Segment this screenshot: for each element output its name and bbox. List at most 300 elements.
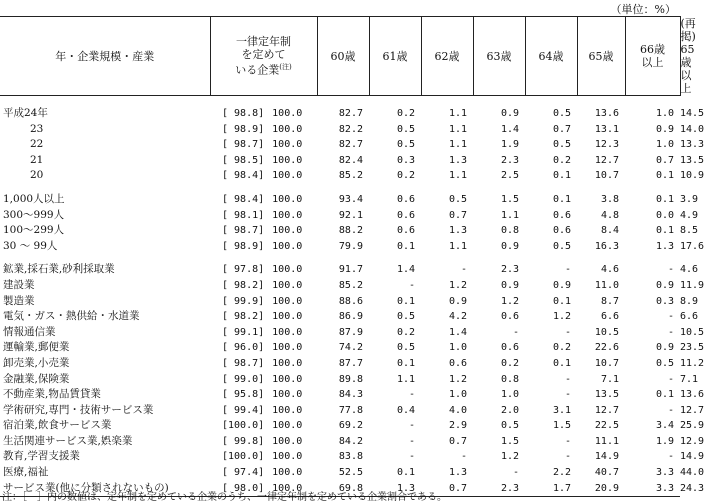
value-cell: 0.1 bbox=[552, 170, 571, 182]
value-cell: 22.5 bbox=[594, 420, 619, 432]
value-cell: 77.8 bbox=[338, 404, 363, 416]
uniform-rate-bracket: [ 97.4] bbox=[222, 467, 265, 479]
uniform-rate-bracket: [100.0] bbox=[222, 420, 265, 432]
value-cell: 0.6 bbox=[500, 342, 519, 354]
value-cell: 0.5 bbox=[655, 357, 674, 369]
value-cell: 82.4 bbox=[338, 154, 363, 166]
uniform-rate-cell bbox=[210, 434, 317, 450]
table-row: 23 [ 98.9] 100.0 82.2 0.5 1.1 1.4 0.7 13.1 0.9 14.0 bbox=[0, 122, 680, 138]
uniform-rate-bracket: [ 98.9] bbox=[222, 123, 265, 135]
table-row: 鉱業,採石業,砂利採取業 [ 97.8] 100.0 91.7 1.4 - 2.3 - 4.6 - 4.6 bbox=[0, 262, 680, 278]
value-cell: 2.5 bbox=[500, 170, 519, 182]
value-cell: 0.2 bbox=[396, 108, 415, 119]
value-cell: 0.6 bbox=[448, 357, 467, 369]
table-row: 20 [ 98.4] 100.0 85.2 0.2 1.1 2.5 0.1 10.7 0.1 10.9 bbox=[0, 168, 680, 184]
value-cell: - bbox=[667, 311, 674, 323]
value-cell: - bbox=[408, 389, 415, 401]
table-row: 22 [ 98.7] 100.0 82.7 0.5 1.1 1.9 0.5 12.3 1.0 13.3 bbox=[0, 137, 680, 153]
value-cell: 0.1 bbox=[552, 295, 571, 307]
table-row: 不動産業,物品賃貸業 [ 95.8] 100.0 84.3 - 1.0 1.0 - 13.5 0.1 13.6 bbox=[0, 387, 680, 403]
value-cell: 0.1 bbox=[655, 225, 674, 237]
table-row: 金融業,保険業 [ 99.0] 100.0 89.8 1.1 1.2 0.8 - 7.1 - 7.1 bbox=[0, 372, 680, 388]
uniform-rate-bracket: [ 98.7] bbox=[222, 357, 265, 369]
value-cell: 22.6 bbox=[594, 342, 619, 354]
value-cell: 2.3 bbox=[500, 154, 519, 166]
uniform-rate-bracket: [ 99.1] bbox=[222, 326, 265, 338]
value-cell: 1.9 bbox=[655, 435, 674, 447]
uniform-rate-bracket: [ 98.7] bbox=[222, 225, 265, 237]
table-row: 1,000人以上 [ 98.4] 100.0 93.4 0.6 0.5 1.5 0.1 3.8 0.1 3.9 bbox=[0, 192, 680, 208]
value-cell: 3.8 bbox=[600, 193, 619, 205]
value-cell: 12.7 bbox=[594, 404, 619, 416]
value-cell: 0.1 bbox=[552, 193, 571, 205]
header-age-63: 63歳 bbox=[473, 17, 525, 96]
value-cell: 1.0 bbox=[655, 108, 674, 119]
value-cell: 52.5 bbox=[338, 467, 363, 479]
uniform-rate-total: 100.0 bbox=[272, 451, 303, 463]
spacer-row bbox=[0, 96, 680, 107]
header-age-61: 61歳 bbox=[369, 17, 421, 96]
value-cell: 1.9 bbox=[500, 139, 519, 151]
value-cell: 13.1 bbox=[594, 123, 619, 135]
value-cell: 0.9 bbox=[448, 295, 467, 307]
row-label: 学術研究,専門・技術サービス業 bbox=[3, 403, 154, 416]
value-cell: 1.1 bbox=[448, 139, 467, 151]
value-cell: 1.0 bbox=[655, 139, 674, 151]
value-cell: 0.1 bbox=[396, 240, 415, 252]
table-row: 300～999人 [ 98.1] 100.0 92.1 0.6 0.7 1.1 0.6 4.8 0.0 4.9 bbox=[0, 208, 680, 224]
value-cell: - bbox=[512, 326, 519, 338]
uniform-rate-total: 100.0 bbox=[272, 193, 303, 205]
value-cell: 0.5 bbox=[396, 123, 415, 135]
uniform-rate-total: 100.0 bbox=[272, 311, 303, 323]
spacer-row bbox=[0, 184, 680, 192]
uniform-rate-cell bbox=[210, 106, 317, 122]
uniform-rate-bracket: [ 99.0] bbox=[222, 373, 265, 385]
row-label: 1,000人以上 bbox=[3, 192, 65, 205]
value-cell: 1.3 bbox=[369, 481, 421, 497]
value-cell: 4.8 bbox=[600, 209, 619, 221]
uniform-rate-bracket: [ 98.2] bbox=[222, 279, 265, 291]
row-label: 不動産業,物品賃貸業 bbox=[3, 388, 101, 401]
uniform-rate-bracket: [ 96.0] bbox=[222, 342, 265, 354]
value-cell: 0.8 bbox=[500, 373, 519, 385]
table-row: 平成24年 [ 98.8] 100.0 82.7 0.2 1.1 0.9 0.5 13.6 1.0 14.5 bbox=[0, 106, 680, 122]
header-age-62: 62歳 bbox=[421, 17, 473, 96]
value-cell: - bbox=[564, 326, 571, 338]
value-cell: 1.5 bbox=[500, 435, 519, 447]
row-label: サービス業(他に分類されないもの) bbox=[0, 481, 210, 497]
uniform-rate-total: 100.0 bbox=[272, 279, 303, 291]
uniform-rate-cell bbox=[210, 418, 317, 434]
value-cell: 4.0 bbox=[448, 404, 467, 416]
uniform-rate-cell bbox=[210, 153, 317, 169]
table-body bbox=[0, 96, 704, 497]
value-cell: 0.6 bbox=[396, 225, 415, 237]
value-cell: 69.8 bbox=[317, 481, 369, 497]
value-cell: 69.2 bbox=[338, 420, 363, 432]
uniform-rate-cell bbox=[210, 403, 317, 419]
uniform-rate-cell bbox=[210, 325, 317, 341]
value-cell: 1.4 bbox=[448, 326, 467, 338]
uniform-rate-bracket: [ 98.4] bbox=[222, 170, 265, 182]
value-cell: 3.3 bbox=[655, 467, 674, 479]
uniform-rate-total: 100.0 bbox=[272, 435, 303, 447]
value-cell: 1.0 bbox=[500, 389, 519, 401]
value-cell: 86.9 bbox=[338, 311, 363, 323]
value-cell: 1.0 bbox=[448, 342, 467, 354]
uniform-rate-cell bbox=[210, 239, 317, 255]
uniform-rate-total: 100.0 bbox=[272, 139, 303, 151]
uniform-rate-total: 100.0 bbox=[272, 108, 303, 119]
value-cell: 0.1 bbox=[396, 467, 415, 479]
table-row: 情報通信業 [ 99.1] 100.0 87.9 0.2 1.4 - - 10.5 - 10.5 bbox=[0, 325, 680, 341]
value-cell: 0.3 bbox=[396, 154, 415, 166]
value-cell: 1.1 bbox=[500, 209, 519, 221]
value-cell: 1.2 bbox=[552, 311, 571, 323]
row-label: 金融業,保険業 bbox=[3, 372, 70, 385]
value-cell: 12.3 bbox=[594, 139, 619, 151]
value-cell: 84.2 bbox=[338, 435, 363, 447]
value-cell: 1.3 bbox=[655, 240, 674, 252]
value-cell: 0.4 bbox=[396, 404, 415, 416]
value-cell: 1.4 bbox=[500, 123, 519, 135]
row-label: 卸売業,小売業 bbox=[3, 356, 70, 369]
uniform-rate-cell bbox=[210, 262, 317, 278]
value-cell: 0.2 bbox=[552, 342, 571, 354]
value-cell: 0.2 bbox=[396, 326, 415, 338]
value-cell: 83.8 bbox=[338, 451, 363, 463]
value-cell: 2.2 bbox=[552, 467, 571, 479]
footnote: 注：［ ］内の数値は、定年制を定めている企業のうち、一律定年制を定めている企業割合である。 bbox=[2, 492, 447, 503]
value-cell: 82.2 bbox=[338, 123, 363, 135]
uniform-rate-total: 100.0 bbox=[272, 170, 303, 182]
value-cell: 1.2 bbox=[448, 373, 467, 385]
value-cell: 3.3 bbox=[625, 481, 680, 497]
header-age-65: 65歳 bbox=[577, 17, 625, 96]
row-label: 23 bbox=[30, 122, 44, 135]
table-row: 学術研究,専門・技術サービス業 [ 99.4] 100.0 77.8 0.4 4.0 2.0 3.1 12.7 - 12.7 bbox=[0, 403, 680, 419]
value-cell: 0.6 bbox=[396, 193, 415, 205]
uniform-rate-cell bbox=[210, 465, 317, 481]
row-label: 鉱業,採石業,砂利採取業 bbox=[3, 263, 115, 276]
value-cell: - bbox=[408, 420, 415, 432]
table-row: 卸売業,小売業 [ 98.7] 100.0 87.7 0.1 0.6 0.2 0.1 10.7 0.5 11.2 bbox=[0, 356, 680, 372]
value-cell: 82.7 bbox=[338, 139, 363, 151]
value-cell: 1.3 bbox=[448, 225, 467, 237]
table-row: 宿泊業,飲食サービス業 [100.0] 100.0 69.2 - 2.9 0.5 1.5 22.5 3.4 25.9 bbox=[0, 418, 680, 434]
value-cell: 0.1 bbox=[396, 295, 415, 307]
value-cell: 0.9 bbox=[500, 279, 519, 291]
row-label: 教育,学習支援業 bbox=[3, 450, 80, 463]
uniform-rate-total: 100.0 bbox=[272, 373, 303, 385]
header-age-64: 64歳 bbox=[525, 17, 577, 96]
header-uniform-retirement: 一律定年制 を定めて いる企業$^{(注)}$ bbox=[210, 17, 317, 96]
value-cell: 0.9 bbox=[655, 123, 674, 135]
value-cell: 0.5 bbox=[500, 420, 519, 432]
value-cell: - bbox=[667, 404, 674, 416]
row-label: 電気・ガス・熱供給・水道業 bbox=[3, 310, 140, 323]
value-cell: 0.9 bbox=[500, 240, 519, 252]
value-cell: 1.5 bbox=[500, 193, 519, 205]
uniform-rate-cell bbox=[210, 122, 317, 138]
table-row: 21 [ 98.5] 100.0 82.4 0.3 1.3 2.3 0.2 12.7 0.7 13.5 bbox=[0, 153, 680, 169]
uniform-rate-cell bbox=[210, 294, 317, 310]
value-cell: 0.7 bbox=[448, 209, 467, 221]
value-cell: 0.9 bbox=[655, 279, 674, 291]
uniform-rate-bracket: [ 98.8] bbox=[222, 108, 265, 119]
value-cell: 0.5 bbox=[552, 240, 571, 252]
value-cell: - bbox=[667, 451, 674, 463]
value-cell: 82.7 bbox=[338, 108, 363, 119]
value-cell: 84.3 bbox=[338, 389, 363, 401]
value-cell: 85.2 bbox=[338, 170, 363, 182]
header-age-60: 60歳 bbox=[317, 17, 369, 96]
value-cell: 85.2 bbox=[338, 279, 363, 291]
value-cell: - bbox=[460, 451, 467, 463]
value-cell: 11.0 bbox=[594, 279, 619, 291]
table-row: サービス業(他に分類されないもの) [ 98.0] 100.0 69.8 1.3 0.7 2.3 1.7 20.9 3.3 24.3 bbox=[0, 481, 680, 497]
uniform-rate-total: 100.0 bbox=[272, 225, 303, 237]
value-cell: 74.2 bbox=[338, 342, 363, 354]
value-cell: 0.5 bbox=[552, 139, 571, 151]
spacer-row bbox=[0, 254, 680, 262]
value-cell: 0.9 bbox=[552, 279, 571, 291]
value-cell: - bbox=[564, 435, 571, 447]
row-label: 30 ～ 99人 bbox=[3, 239, 58, 252]
value-cell: 10.7 bbox=[594, 170, 619, 182]
value-cell: 0.3 bbox=[655, 295, 674, 307]
value-cell: 10.5 bbox=[594, 326, 619, 338]
value-cell: 40.7 bbox=[594, 467, 619, 479]
uniform-rate-total: 100.0 bbox=[272, 154, 303, 166]
table-row: 建設業 [ 98.2] 100.0 85.2 - 1.2 0.9 0.9 11.0 0.9 11.9 bbox=[0, 278, 680, 294]
value-cell: 0.2 bbox=[396, 170, 415, 182]
table-row: 医療,福祉 [ 97.4] 100.0 52.5 0.1 1.3 - 2.2 40.7 3.3 44.0 bbox=[0, 465, 680, 481]
value-cell: 0.1 bbox=[655, 170, 674, 182]
value-cell: 87.7 bbox=[338, 357, 363, 369]
value-cell: 1.2 bbox=[500, 295, 519, 307]
row-label: 平成24年 bbox=[3, 107, 48, 119]
uniform-rate-cell bbox=[210, 192, 317, 208]
value-cell: 92.1 bbox=[338, 209, 363, 221]
value-cell: 14.9 bbox=[594, 451, 619, 463]
value-cell: 0.2 bbox=[500, 357, 519, 369]
value-cell: 87.9 bbox=[338, 326, 363, 338]
value-cell: 0.2 bbox=[552, 154, 571, 166]
header-row: 年・企業規模・産業 一律定年制 を定めて いる企業$^{(注)}$ 60歳 61歳 62歳 63歳 64歳 65歳 66歳 以上 (再掲) 65歳 以上 bbox=[0, 17, 680, 96]
row-label: 22 bbox=[30, 138, 44, 151]
value-cell: 91.7 bbox=[338, 264, 363, 276]
value-cell: 10.7 bbox=[594, 357, 619, 369]
uniform-rate-total: 100.0 bbox=[272, 357, 303, 369]
value-cell: 0.1 bbox=[655, 389, 674, 401]
uniform-rate-total: 100.0 bbox=[272, 404, 303, 416]
value-cell: - bbox=[460, 264, 467, 276]
value-cell: 0.1 bbox=[655, 193, 674, 205]
value-cell: 1.1 bbox=[448, 170, 467, 182]
value-cell: 1.3 bbox=[448, 467, 467, 479]
value-cell: 88.6 bbox=[338, 295, 363, 307]
value-cell: 1.2 bbox=[448, 279, 467, 291]
value-cell: 0.8 bbox=[500, 225, 519, 237]
uniform-rate-cell bbox=[210, 356, 317, 372]
value-cell: 0.5 bbox=[396, 342, 415, 354]
row-label: 宿泊業,飲食サービス業 bbox=[3, 419, 112, 432]
value-cell: - bbox=[408, 279, 415, 291]
uniform-rate-bracket: [ 98.4] bbox=[222, 193, 265, 205]
value-cell: 2.0 bbox=[500, 404, 519, 416]
value-cell: 79.9 bbox=[338, 240, 363, 252]
value-cell: 8.7 bbox=[600, 295, 619, 307]
value-cell: 0.6 bbox=[396, 209, 415, 221]
uniform-rate-total: 100.0 bbox=[272, 264, 303, 276]
value-cell: 0.7 bbox=[552, 123, 571, 135]
row-label: 建設業 bbox=[3, 278, 35, 291]
value-cell: 0.7 bbox=[448, 435, 467, 447]
uniform-rate-bracket: [100.0] bbox=[222, 451, 265, 463]
uniform-rate-bracket: [ 99.4] bbox=[222, 404, 265, 416]
table-row: 電気・ガス・熱供給・水道業 [ 98.2] 100.0 86.9 0.5 4.2 0.6 1.2 6.6 - 6.6 bbox=[0, 309, 680, 325]
value-cell: - bbox=[408, 435, 415, 447]
uniform-rate-total: 100.0 bbox=[272, 123, 303, 135]
value-cell: 0.1 bbox=[396, 357, 415, 369]
value-cell: 0.9 bbox=[500, 108, 519, 119]
value-cell: 1.7 bbox=[525, 481, 577, 497]
uniform-rate-total: 100.0 bbox=[272, 326, 303, 338]
value-cell: - bbox=[564, 389, 571, 401]
table-row: 生活関連サービス業,娯楽業 [ 99.8] 100.0 84.2 - 0.7 1.5 - 11.1 1.9 12.9 bbox=[0, 434, 680, 450]
value-cell: 93.4 bbox=[338, 193, 363, 205]
value-cell: 7.1 bbox=[600, 373, 619, 385]
uniform-rate-bracket: [ 98.5] bbox=[222, 154, 265, 166]
value-cell: 0.0 bbox=[655, 209, 674, 221]
row-label: 生活関連サービス業,娯楽業 bbox=[3, 434, 133, 447]
table-row: 教育,学習支援業 [100.0] 100.0 83.8 - - 1.2 - 14.9 - 14.9 bbox=[0, 449, 680, 465]
uniform-rate-bracket: [ 99.8] bbox=[222, 435, 265, 447]
uniform-rate-bracket: [ 98.2] bbox=[222, 311, 265, 323]
value-cell: 0.5 bbox=[396, 311, 415, 323]
value-cell: 0.6 bbox=[552, 225, 571, 237]
value-cell: 0.5 bbox=[552, 108, 571, 119]
value-cell: 0.9 bbox=[655, 342, 674, 354]
value-cell: - bbox=[667, 326, 674, 338]
value-cell: 1.5 bbox=[552, 420, 571, 432]
uniform-rate-cell bbox=[210, 340, 317, 356]
uniform-rate-bracket: [ 99.9] bbox=[222, 295, 265, 307]
value-cell: - bbox=[564, 373, 571, 385]
row-label: 300～999人 bbox=[3, 208, 65, 221]
value-cell: 0.7 bbox=[421, 481, 473, 497]
value-cell: 1.1 bbox=[448, 123, 467, 135]
value-cell: 0.6 bbox=[500, 311, 519, 323]
retirement-age-table bbox=[0, 16, 704, 497]
value-cell: 1.1 bbox=[448, 108, 467, 119]
value-cell: 1.3 bbox=[448, 154, 467, 166]
table-row: 製造業 [ 99.9] 100.0 88.6 0.1 0.9 1.2 0.1 8.7 0.3 8.9 bbox=[0, 294, 680, 310]
value-cell: 12.7 bbox=[594, 154, 619, 166]
row-label: 医療,福祉 bbox=[3, 466, 49, 479]
uniform-rate-total: 100.0 bbox=[272, 389, 303, 401]
value-cell: 20.9 bbox=[577, 481, 625, 497]
value-cell: - bbox=[667, 264, 674, 276]
value-cell: 1.2 bbox=[500, 451, 519, 463]
value-cell: - bbox=[564, 264, 571, 276]
value-cell: 2.3 bbox=[500, 264, 519, 276]
value-cell: 13.5 bbox=[594, 389, 619, 401]
value-cell: 1.4 bbox=[396, 264, 415, 276]
row-label: 20 bbox=[30, 169, 44, 182]
value-cell: - bbox=[564, 451, 571, 463]
value-cell: 3.1 bbox=[552, 404, 571, 416]
value-cell: 16.3 bbox=[594, 240, 619, 252]
row-label: 運輸業,郵便業 bbox=[3, 341, 70, 354]
uniform-rate-total: 100.0 bbox=[272, 482, 303, 494]
uniform-rate-total: 100.0 bbox=[272, 342, 303, 354]
uniform-rate-cell bbox=[210, 223, 317, 239]
header-age-66-plus: 66歳 以上 bbox=[625, 17, 680, 96]
value-cell: 0.6 bbox=[552, 209, 571, 221]
uniform-rate-total: 100.0 bbox=[272, 240, 303, 252]
uniform-rate-bracket: [ 95.8] bbox=[222, 389, 265, 401]
uniform-rate-cell bbox=[210, 137, 317, 153]
row-label: 製造業 bbox=[3, 294, 35, 307]
uniform-rate-total: 100.0 bbox=[272, 295, 303, 307]
value-cell: 1.1 bbox=[448, 240, 467, 252]
uniform-rate-cell bbox=[210, 449, 317, 465]
value-cell: 3.4 bbox=[655, 420, 674, 432]
uniform-rate-total: 100.0 bbox=[272, 209, 303, 221]
uniform-rate-cell bbox=[210, 387, 317, 403]
uniform-rate-cell bbox=[210, 372, 317, 388]
value-cell: 2.3 bbox=[473, 481, 525, 497]
row-label: 21 bbox=[30, 153, 44, 166]
uniform-rate-cell bbox=[210, 309, 317, 325]
value-cell: 13.6 bbox=[594, 108, 619, 119]
uniform-rate-bracket: [ 98.1] bbox=[222, 209, 265, 221]
uniform-rate-cell bbox=[210, 168, 317, 184]
uniform-rate-bracket: [ 97.8] bbox=[222, 264, 265, 276]
row-label: 100～299人 bbox=[3, 224, 65, 237]
value-cell: 0.5 bbox=[396, 139, 415, 151]
value-cell: 0.5 bbox=[448, 193, 467, 205]
value-cell: 4.2 bbox=[448, 311, 467, 323]
value-cell: 1.1 bbox=[396, 373, 415, 385]
value-cell: 88.2 bbox=[338, 225, 363, 237]
value-cell: - bbox=[408, 451, 415, 463]
table-row: 運輸業,郵便業 [ 96.0] 100.0 74.2 0.5 1.0 0.6 0.2 22.6 0.9 23.5 bbox=[0, 340, 680, 356]
value-cell: - bbox=[512, 467, 519, 479]
uniform-rate-bracket: [ 98.7] bbox=[222, 139, 265, 151]
value-cell: 8.4 bbox=[600, 225, 619, 237]
value-cell: 0.1 bbox=[552, 357, 571, 369]
uniform-rate-cell bbox=[210, 278, 317, 294]
uniform-rate-bracket: [ 98.0] bbox=[222, 482, 265, 494]
uniform-rate-bracket: [ 98.9] bbox=[222, 240, 265, 252]
unit-label: （単位：%） bbox=[610, 3, 676, 16]
value-cell: 6.6 bbox=[600, 311, 619, 323]
uniform-rate-total: 100.0 bbox=[272, 467, 303, 479]
table-row: 30 ～ 99人 [ 98.9] 100.0 79.9 0.1 1.1 0.9 0.5 16.3 1.3 17.6 bbox=[0, 239, 680, 255]
value-cell: 4.6 bbox=[600, 264, 619, 276]
value-cell: 89.8 bbox=[338, 373, 363, 385]
value-cell: - bbox=[667, 373, 674, 385]
header-category: 年・企業規模・産業 bbox=[0, 17, 210, 96]
row-label: 情報通信業 bbox=[3, 325, 56, 338]
uniform-rate-total: 100.0 bbox=[272, 420, 303, 432]
value-cell: 1.0 bbox=[448, 389, 467, 401]
value-cell: 11.1 bbox=[594, 435, 619, 447]
